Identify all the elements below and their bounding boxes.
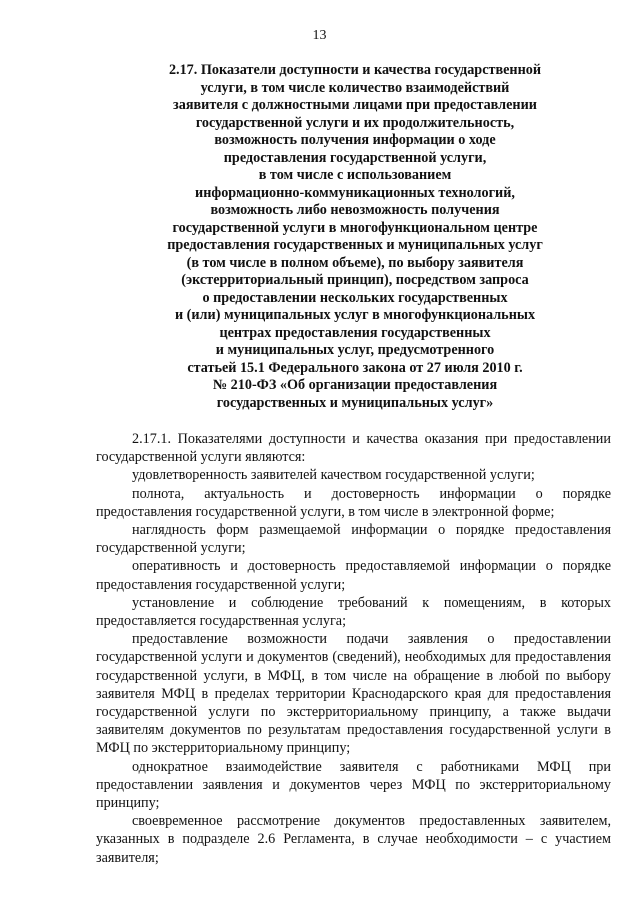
section-heading [120, 62, 590, 412]
heading-line: возможность либо невозможность получения [210, 202, 500, 218]
heading-line: (в том числе в полном объеме), по выбору заявителя [186, 254, 524, 271]
heading-line: услуги, в том числе количество взаимодействий [200, 79, 510, 96]
heading-line: центрах предоставления государственных [219, 324, 491, 341]
paragraph: наглядность форм размещаемой информации о порядке предоставления государственной услуги; [96, 522, 611, 557]
paragraph: 2.17.1. Показателями доступности и качества оказания при предоставлении государственной услуги являются: [96, 431, 611, 466]
paragraph: полнота, актуальность и достоверность информации о порядке предоставления государственной услуги, в том числе в электронной форме; [96, 485, 611, 520]
heading-line: предоставления государственных и муниципальных услуг [167, 237, 543, 253]
heading-line: предоставления государственной услуги, [223, 149, 487, 166]
heading-line: № 210-ФЗ «Об организации предоставления [212, 377, 498, 393]
paragraph: оперативность и достоверность предоставляемой информации о порядке предоставления государственной услуги; [96, 558, 611, 593]
heading-line: и (или) муниципальных услуг в многофункциональных [174, 307, 536, 323]
heading-line: государственной услуги в многофункциональном центре [172, 219, 538, 236]
paragraph: предоставление возможности подачи заявления о предоставлении государственной услуги и документов (сведений), необходимых для предоставления государственной услуги, в МФЦ, в том числе на обращение в любой по выбору заявителя МФЦ в пределах территории Краснодарского края для предоставления государственной услуги по экстерриториальному принципу, а также выдачи заявителям документов по результатам предоставления государственной услуги в МФЦ по экстерриториальному принципу; [96, 631, 611, 757]
heading-line: государственных и муниципальных услуг» [216, 394, 494, 411]
heading-line: о предоставлении нескольких государственных [202, 289, 508, 306]
heading-line: и муниципальных услуг, предусмотренного [215, 342, 495, 358]
paragraph: установление и соблюдение требований к помещениям, в которых предоставляется государственная услуга; [96, 594, 611, 630]
heading-line: возможность получения информации о ходе [214, 132, 496, 148]
paragraph: своевременное рассмотрение документов предоставленных заявителем, указанных в подразделе 2.6 Регламента, в случае необходимости – с участием заявителя; [96, 813, 611, 866]
page-number: 13 [312, 28, 327, 43]
heading-line: заявителя с должностными лицами при предоставлении [173, 97, 537, 113]
heading-line: в том числе с использованием [258, 167, 452, 183]
paragraph: удовлетворенность заявителей качеством государственной услуги; [132, 467, 535, 484]
paragraph: однократное взаимодействие заявителя с работниками МФЦ при предоставлении заявления и документов через МФЦ по экстерриториальному принципу; [96, 758, 611, 812]
heading-line: государственной услуги и их продолжительность, [195, 114, 515, 131]
heading-line: (экстерриториальный принцип), посредством запроса [181, 272, 529, 288]
heading-line: 2.17. Показатели доступности и качества государственной [168, 62, 542, 78]
heading-line: информационно-коммуникационных технологий, [195, 184, 515, 201]
body-text [96, 430, 611, 867]
heading-line: статьей 15.1 Федерального закона от 27 июля 2010 г. [187, 359, 523, 376]
